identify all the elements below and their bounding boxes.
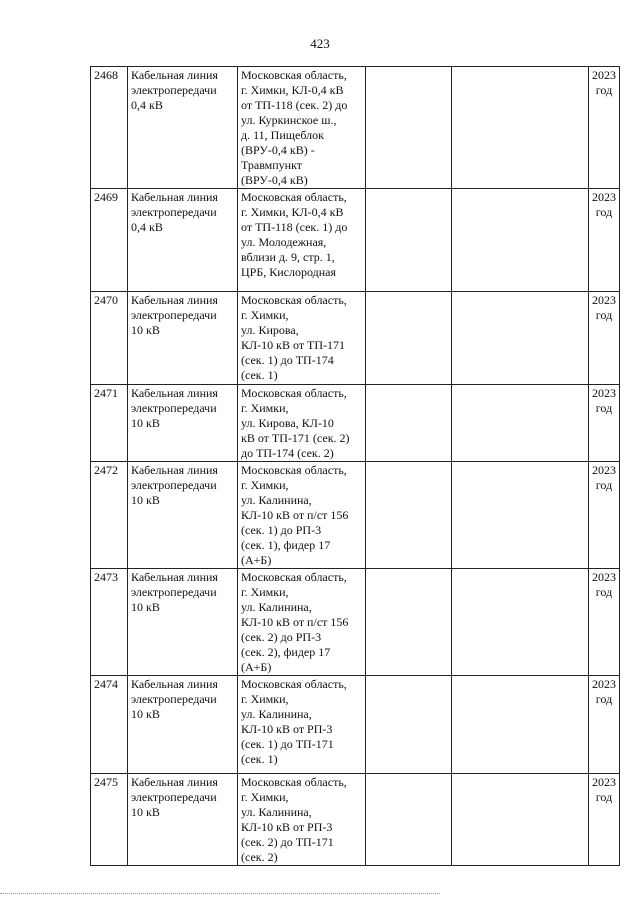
location-cell-line: ул. Калинина, [241,805,312,819]
location-cell-line: КЛ-10 кВ от п/ст 156 [241,508,349,522]
location-cell-line: (А+Б) [241,660,272,674]
year-cell-line: 2023 [592,775,616,789]
object-name-cell [128,385,238,462]
object-name-cell-line: электропередачи [131,83,217,97]
object-name-cell-line: электропередачи [131,308,217,322]
object-name-cell-line: 10 кВ [131,707,160,721]
table-row [91,385,620,462]
empty-cell [452,774,589,866]
location-cell-line: г. Химки, [241,790,289,804]
year-cell-line: 2023 [592,677,616,691]
row-number-cell: 2472 [91,462,128,569]
location-cell-line: Московская область, [241,293,347,307]
year-cell-line: 2023 [592,68,616,82]
empty-cell [366,67,452,189]
location-cell-line: ул. Калинина, [241,707,312,721]
location-cell [238,774,366,866]
row-number-cell: 2468 [91,67,128,189]
table-row [91,774,620,866]
year-cell [589,774,620,866]
location-cell-line: КЛ-10 кВ от п/ст 156 [241,615,349,629]
empty-cell [366,189,452,292]
location-cell-line: Травмпункт [241,158,303,172]
empty-cell [366,462,452,569]
location-cell-line: (сек. 2) до РП-3 [241,630,322,644]
page-number: 423 [310,36,330,51]
location-cell-line: КЛ-10 кВ от РП-3 [241,820,333,834]
table-row [91,292,620,385]
year-cell [589,189,620,292]
location-cell-line: Московская область, [241,68,347,82]
location-cell [238,462,366,569]
location-cell-line: ул. Куркинское ш., [241,113,337,127]
empty-cell [452,189,589,292]
year-cell-line: год [595,692,613,706]
row-number-cell: 2470 [91,292,128,385]
year-cell [589,462,620,569]
object-name-cell-line: электропередачи [131,585,217,599]
location-cell-line: д. 11, Пищеблок [241,128,324,142]
year-cell-line: год [595,205,613,219]
location-cell-line: Московская область, [241,570,347,584]
year-cell-line: год [595,585,613,599]
object-name-cell-line: 10 кВ [131,600,160,614]
object-name-cell-line: электропередачи [131,401,217,415]
location-cell-line: г. Химки, [241,692,289,706]
object-name-cell [128,189,238,292]
object-name-cell-line: Кабельная линия [131,68,218,82]
empty-cell [366,385,452,462]
location-cell-line: (ВРУ-0,4 кВ) [241,173,308,187]
location-cell-line: Московская область, [241,190,347,204]
location-cell-line: от ТП-118 (сек. 2) до [241,98,348,112]
location-cell [238,189,366,292]
empty-cell [366,569,452,676]
object-name-cell [128,569,238,676]
object-name-cell-line: Кабельная линия [131,677,218,691]
year-cell [589,569,620,676]
location-cell [238,676,366,774]
registry-table-body [91,67,620,866]
location-cell-line: г. Химки, [241,308,289,322]
year-cell-line: 2023 [592,386,616,400]
location-cell-line: от ТП-118 (сек. 1) до [241,220,348,234]
year-cell-line: год [595,790,613,804]
year-cell-line: год [595,478,613,492]
object-name-cell [128,676,238,774]
table-row [91,676,620,774]
location-cell-line: (А+Б) [241,553,272,567]
location-cell [238,385,366,462]
object-name-cell-line: 10 кВ [131,493,160,507]
location-cell-line: г. Химки, КЛ-0,4 кВ [241,83,344,97]
location-cell [238,569,366,676]
object-name-cell-line: 0,4 кВ [131,220,163,234]
object-name-cell-line: Кабельная линия [131,190,218,204]
location-cell-line: ул. Молодежная, [241,235,327,249]
table-row [91,67,620,189]
object-name-cell [128,67,238,189]
location-cell-line: г. Химки, [241,585,289,599]
object-name-cell-line: Кабельная линия [131,293,218,307]
location-cell [238,67,366,189]
location-cell-line: (сек. 2) до ТП-171 [241,835,334,849]
empty-cell [366,292,452,385]
object-name-cell-line: 10 кВ [131,323,160,337]
object-name-cell [128,462,238,569]
location-cell-line: (сек. 2) [241,850,278,864]
empty-cell [452,67,589,189]
year-cell-line: 2023 [592,570,616,584]
year-cell-line: 2023 [592,463,616,477]
object-name-cell-line: электропередачи [131,692,217,706]
location-cell-line: до ТП-174 (сек. 2) [241,446,334,460]
object-name-cell-line: электропередачи [131,205,217,219]
location-cell-line: (сек. 1), фидер 17 [241,538,331,552]
location-cell-line: (сек. 1) до РП-3 [241,523,322,537]
row-number-cell: 2469 [91,189,128,292]
year-cell-line: 2023 [592,190,616,204]
location-cell-line: Московская область, [241,677,347,691]
year-cell [589,67,620,189]
location-cell-line: г. Химки, [241,401,289,415]
location-cell-line: вблизи д. 9, стр. 1, [241,250,335,264]
location-cell-line: (сек. 2), фидер 17 [241,645,331,659]
location-cell-line: ул. Калинина, [241,493,312,507]
location-cell-line: кВ от ТП-171 (сек. 2) [241,431,350,445]
location-cell-line: (сек. 1) до ТП-171 [241,737,334,751]
object-name-cell-line: электропередачи [131,478,217,492]
location-cell-line: (сек. 1) до ТП-174 [241,353,334,367]
empty-cell [452,462,589,569]
empty-cell [366,676,452,774]
location-cell-line: Московская область, [241,775,347,789]
location-cell-line: (ВРУ-0,4 кВ) - [241,143,315,157]
row-number-cell: 2471 [91,385,128,462]
object-name-cell-line: Кабельная линия [131,570,218,584]
empty-cell [452,676,589,774]
year-cell [589,676,620,774]
location-cell-line: ЦРБ, Кислородная [241,265,336,279]
location-cell [238,292,366,385]
empty-cell [452,292,589,385]
year-cell [589,292,620,385]
row-number-cell: 2475 [91,774,128,866]
empty-cell [452,569,589,676]
object-name-cell [128,292,238,385]
empty-cell [366,774,452,866]
location-cell-line: Московская область, [241,386,347,400]
location-cell-line: ул. Кирова, [241,323,299,337]
year-cell-line: год [595,308,613,322]
location-cell-line: г. Химки, КЛ-0,4 кВ [241,205,344,219]
year-cell-line: год [595,83,613,97]
object-name-cell-line: Кабельная линия [131,463,218,477]
registry-table [90,66,620,866]
footer-rule [0,893,440,894]
empty-cell [452,385,589,462]
location-cell-line: Московская область, [241,463,347,477]
location-cell-line: КЛ-10 кВ от РП-3 [241,722,333,736]
location-cell-line: (сек. 1) [241,368,278,382]
location-cell-line: ул. Кирова, КЛ-10 [241,416,334,430]
year-cell-line: год [595,401,613,415]
object-name-cell-line: Кабельная линия [131,386,218,400]
location-cell-line: ул. Калинина, [241,600,312,614]
object-name-cell-line: 0,4 кВ [131,98,163,112]
table-row [91,189,620,292]
year-cell-line: 2023 [592,293,616,307]
object-name-cell [128,774,238,866]
year-cell [589,385,620,462]
location-cell-line: КЛ-10 кВ от ТП-171 [241,338,346,352]
object-name-cell-line: электропередачи [131,790,217,804]
object-name-cell-line: 10 кВ [131,805,160,819]
table-row [91,462,620,569]
row-number-cell: 2473 [91,569,128,676]
row-number-cell: 2474 [91,676,128,774]
location-cell-line: г. Химки, [241,478,289,492]
table-row [91,569,620,676]
object-name-cell-line: Кабельная линия [131,775,218,789]
object-name-cell-line: 10 кВ [131,416,160,430]
location-cell-line: (сек. 1) [241,752,278,766]
